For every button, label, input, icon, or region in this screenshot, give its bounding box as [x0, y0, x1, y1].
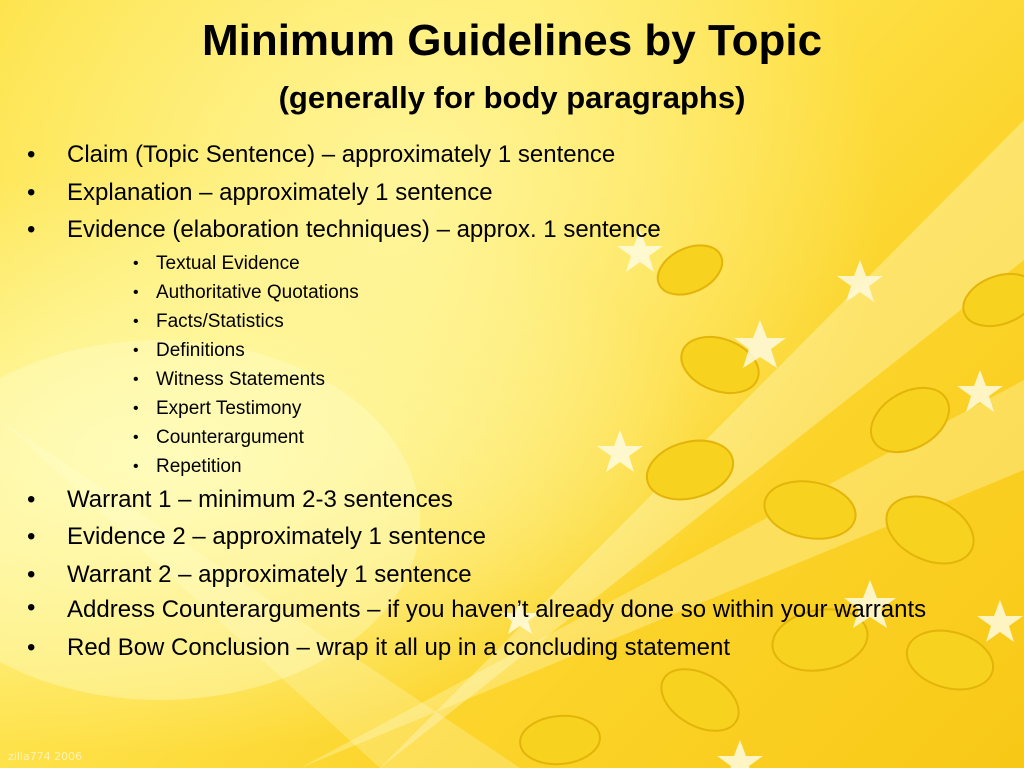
bullet-marker: • — [27, 594, 36, 621]
bullet-marker: • — [27, 560, 36, 588]
bullet-text: Evidence 2 – approximately 1 sentence — [67, 523, 486, 550]
lemon-shape — [518, 713, 602, 768]
bullet-marker: • — [27, 523, 36, 550]
bullet-list — [0, 136, 1024, 667]
bullet-text: Red Bow Conclusion – wrap it all up in a concluding statement — [67, 634, 731, 661]
sub-bullet-item — [0, 423, 1024, 452]
bullet-marker: • — [133, 283, 139, 301]
bullet-marker: • — [133, 341, 139, 359]
sub-bullet-text: Textual Evidence — [156, 252, 300, 274]
sub-bullet-text: Counterargument — [156, 426, 304, 448]
lemon-shape — [651, 656, 750, 743]
bullet-marker: • — [133, 428, 139, 446]
sub-bullet-item — [0, 307, 1024, 336]
sub-bullet-text: Expert Testimony — [156, 397, 302, 419]
bullet-marker: • — [27, 178, 36, 206]
bullet-marker: • — [133, 370, 139, 388]
bullet-item-warrant-1 — [0, 481, 987, 519]
watermark: zilla774 2006 — [8, 750, 83, 763]
bullet-marker: • — [133, 399, 139, 417]
bullet-marker: • — [133, 312, 139, 330]
bullet-item-explanation — [0, 174, 987, 212]
sub-bullet-item — [0, 365, 1024, 394]
bullet-item-evidence-2 — [0, 518, 987, 556]
sub-bullet-item — [0, 452, 1024, 481]
slide-subtitle: (generally for body paragraphs) — [278, 80, 746, 115]
sub-bullet-item — [0, 278, 1024, 307]
bullet-marker: • — [27, 634, 36, 661]
bullet-marker: • — [27, 216, 36, 243]
bullet-text: Warrant 1 – minimum 2-3 sentences — [67, 485, 453, 513]
bullet-item-counterarguments — [0, 593, 987, 629]
slide-title: Minimum Guidelines by Topic — [201, 16, 823, 65]
sub-bullet-text: Repetition — [156, 455, 242, 477]
sub-bullet-text: Definitions — [156, 339, 245, 361]
bullet-marker: • — [27, 141, 36, 168]
bullet-marker: • — [27, 485, 36, 513]
bullet-item-claim — [0, 136, 987, 174]
bullet-item-warrant-2 — [0, 556, 987, 594]
star-shape — [717, 740, 763, 768]
bullet-text: Evidence (elaboration techniques) – approx. 1 sentence — [67, 216, 661, 243]
bullet-marker: • — [133, 254, 139, 272]
bullet-text: Address Counterarguments – if you haven’t already done so within your warrants — [67, 596, 927, 623]
sub-bullet-item — [0, 336, 1024, 365]
sub-bullet-text: Facts/Statistics — [156, 310, 284, 332]
bullet-text: Explanation – approximately 1 sentence — [67, 178, 493, 206]
bullet-text: Warrant 2 – approximately 1 sentence — [67, 560, 472, 588]
sub-bullet-text: Witness Statements — [156, 368, 325, 390]
sub-bullet-item — [0, 394, 1024, 423]
bullet-text: Claim (Topic Sentence) – approximately 1 sentence — [67, 141, 616, 168]
bullet-marker: • — [133, 457, 139, 475]
sub-bullet-text: Authoritative Quotations — [156, 281, 359, 303]
bullet-item-evidence — [0, 211, 987, 249]
sub-bullet-item — [0, 249, 1024, 278]
bullet-item-conclusion — [0, 629, 987, 667]
